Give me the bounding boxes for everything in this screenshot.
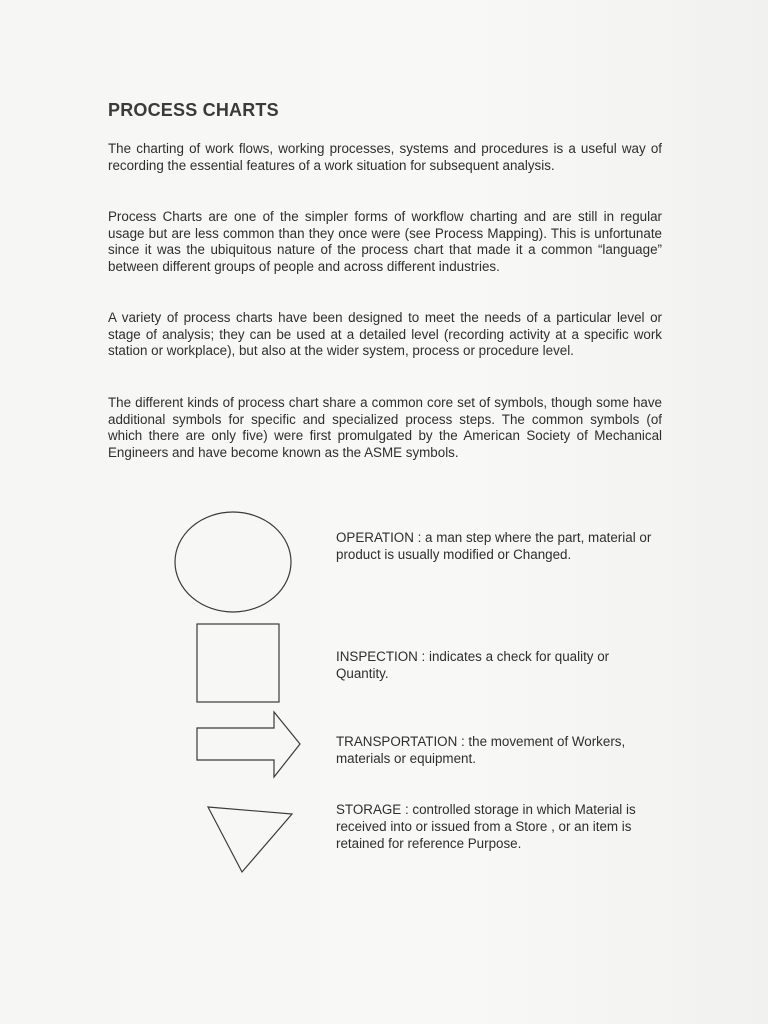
page-title: PROCESS CHARTS <box>108 100 279 120</box>
inspection-description: INSPECTION : indicates a check for quality or Quantity. <box>336 649 610 681</box>
operation-circle-symbol <box>172 510 294 614</box>
paragraph-process-charts: Process Charts are one of the simpler forms of workflow charting and are still in regular usage but are less common than they once were (see Process Mapping). This is unfortunate since it was the ubiquitous nature of the process chart that made it a common “language” between different groups of people and across different industries. <box>108 209 662 274</box>
paragraph-variety: A variety of process charts have been designed to meet the needs of a particular level or stage of analysis; they can be used at a detailed level (recording activity at a specific work station or workplace), but also at the wider system, process or procedure level. <box>108 310 662 359</box>
transportation-description: TRANSPORTATION : the movement of Workers, materials or equipment. <box>336 734 626 766</box>
inspection-square-symbol <box>195 622 281 704</box>
transportation-arrow-symbol <box>194 710 304 780</box>
storage-triangle-symbol <box>206 804 294 876</box>
paragraph-intro: The charting of work flows, working processes, systems and procedures is a useful way of recording the essential features of a work situation for subsequent analysis. <box>108 141 662 173</box>
paragraph-symbols: The different kinds of process chart share a common core set of symbols, though some have additional symbols for specific and specialized process steps. The common symbols (of which there are only five) were first promulgated by the American Society of Mechanical Engineers and have become known as the ASME symbols. <box>108 395 662 460</box>
storage-description: STORAGE : controlled storage in which Material is received into or issued from a Store , or an item is retained for reference Purpose. <box>336 802 636 851</box>
operation-description: OPERATION : a man step where the part, material or product is usually modified or Changed. <box>336 530 652 562</box>
